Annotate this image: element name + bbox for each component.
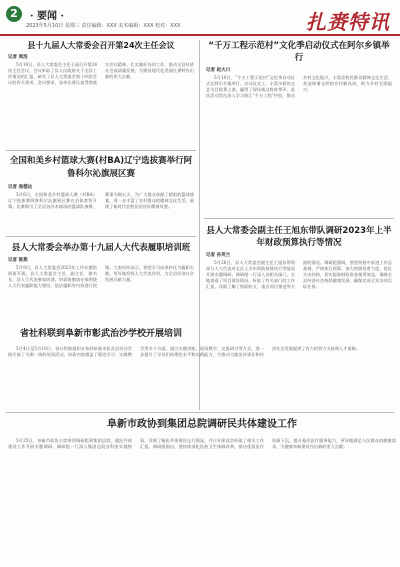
article-headline: 阜新市政协到集团总院调研民共体建设工作 — [107, 419, 297, 430]
article-byline: 记者 周浩 — [8, 55, 28, 60]
article-headline: 全国和美乡村篮球大赛(村BA)辽宁选拔赛举行阿鲁科尔沁旗展区赛 — [9, 156, 193, 179]
article-7 — [8, 418, 396, 450]
article-body: 5月10日，县人大常委会主任王福召开第24次主任会议，会议听取了县人民政府关于全县工作情况的汇报，研究了县人大常委会第十四次会议的有关事项。会议要求，各单位要认真贯彻落实会议精神，扎实做好各项工作，推动全县经济社会高质量发展，为建设现代化美丽扎赉特作出新的更大贡献。 — [8, 62, 194, 85]
article-body: 5月25日，阜新市政协主席带领调研组到集团总院，就医共体建设工作开展专题调研。调研组一行深入集团总院各科室实地察看，详细了解医共体建设运行情况，并召开座谈会听取了相关工作汇报。调研组指出，要持续深化医药卫生体制改革，推动优质医疗资源下沉，提升基层医疗服务能力，更好地满足人民群众的健康需求，为健康阜新建设作出新的更大贡献。 — [8, 438, 396, 449]
article-5 — [206, 40, 392, 99]
paper-name: 扎赉特讯 — [306, 10, 390, 34]
article-6 — [206, 225, 392, 290]
article-1 — [8, 40, 194, 86]
article-byline: 记者 陈燕 — [8, 258, 28, 263]
section-divider — [6, 150, 196, 151]
article-headline: 县十九届人大常委会召开第24次主任会议 — [27, 41, 175, 50]
article-byline: 记者 孙英兰 — [206, 253, 231, 258]
article-4 — [8, 328, 396, 358]
article-3 — [8, 242, 194, 289]
article-body: 5月6日，全国和美乡村篮球大赛（村BA）辽宁选拔赛阿鲁科尔沁旗展区赛在县体育馆开幕。比赛吸引了全县各苏木镇场的篮球队参赛，赛事为期五天，为广大群众奉献了精彩的篮球盛宴，进一步丰富了农村群众的精神文化生活，展现了新时代农牧民的良好精神风貌。 — [8, 192, 194, 209]
section-divider — [6, 412, 394, 413]
article-headline: 县人大常委会副主任王旭东带队调研2023年上半年财政预算执行等情况 — [206, 226, 392, 248]
article-headline: 县人大常委会举办第十九届人大代表履职培训班 — [11, 243, 191, 253]
section-divider — [204, 218, 394, 219]
article-headline: 省社科联到阜新市彰武治沙学校开展培训 — [19, 329, 182, 339]
edition-meta: 2023年5月10日 星期三 责任编辑：XXX 美术编辑：XXX 校对：XXX — [26, 23, 181, 29]
article-headline: “千万工程示范村”文化季启动仪式在阿尔乡镇举行 — [208, 41, 390, 63]
section-divider — [6, 236, 196, 237]
article-body: 5月10日，“千万工程示范村”文化季启动仪式在阿尔乡镇举行。启动仪式上，丰富多彩的文艺节目轮番上演，赢得了现场观众阵阵掌声。此次活动旨在深入学习浙江“千万工程”经验，推动乡村文化振兴，丰富农牧民群众精神文化生活，营造和谐文明的乡村新风尚，助力乡村全面振兴。 — [206, 75, 392, 98]
article-2 — [8, 155, 194, 210]
page-number: 2 — [6, 6, 22, 22]
article-body: 5月26日，县人大常委会副主任王旭东带领部分人大代表对全县上半年财政预算执行等情况开展专题调研。调研组一行深入各相关部门，实地查看了项目建设情况，听取了有关部门的工作汇报，详细了解了财政收支、重点项目推进等方面的情况。调研组强调，要坚持稳中求进工作总基调，严格执行预算，加大财源培育力度，优化支出结构，切实提高财政资金使用效益，保障全县经济社会持续健康发展，确保完成全年各项目标任务。 — [206, 260, 392, 289]
article-byline: 记者 焦德达 — [8, 185, 33, 190]
section-title: · 要闻 · — [30, 11, 64, 22]
article-body: 5月4日至5月10日，省社科联组织专家到阜新市彰武县治沙学校开展了为期一周的培训活动。培训内容涵盖了理论学习、实践教学等多个方面，通过专题讲座、现场教学、交流研讨等方式，进一步提升了学员们的理论水平和实践能力，为推动当地治沙事业和经济社会发展提供了有力的智力支持和人才保障。 — [8, 346, 360, 357]
article-body: 5月9日，县人大常委会2023年工作专题培训班开班，县人大常委会主任、副主任、秘书长，县人大代表参加培训。培训班邀请专家围绕人大代表履职能力建设、依法履职等内容进行授课。大家纷纷表示，将把学习成果转化为履职实践，更好地发挥人大代表作用，为全县经济社会发展贡献力量。 — [8, 265, 194, 288]
article-byline: 记者 赵大川 — [206, 68, 231, 73]
masthead — [0, 0, 400, 36]
